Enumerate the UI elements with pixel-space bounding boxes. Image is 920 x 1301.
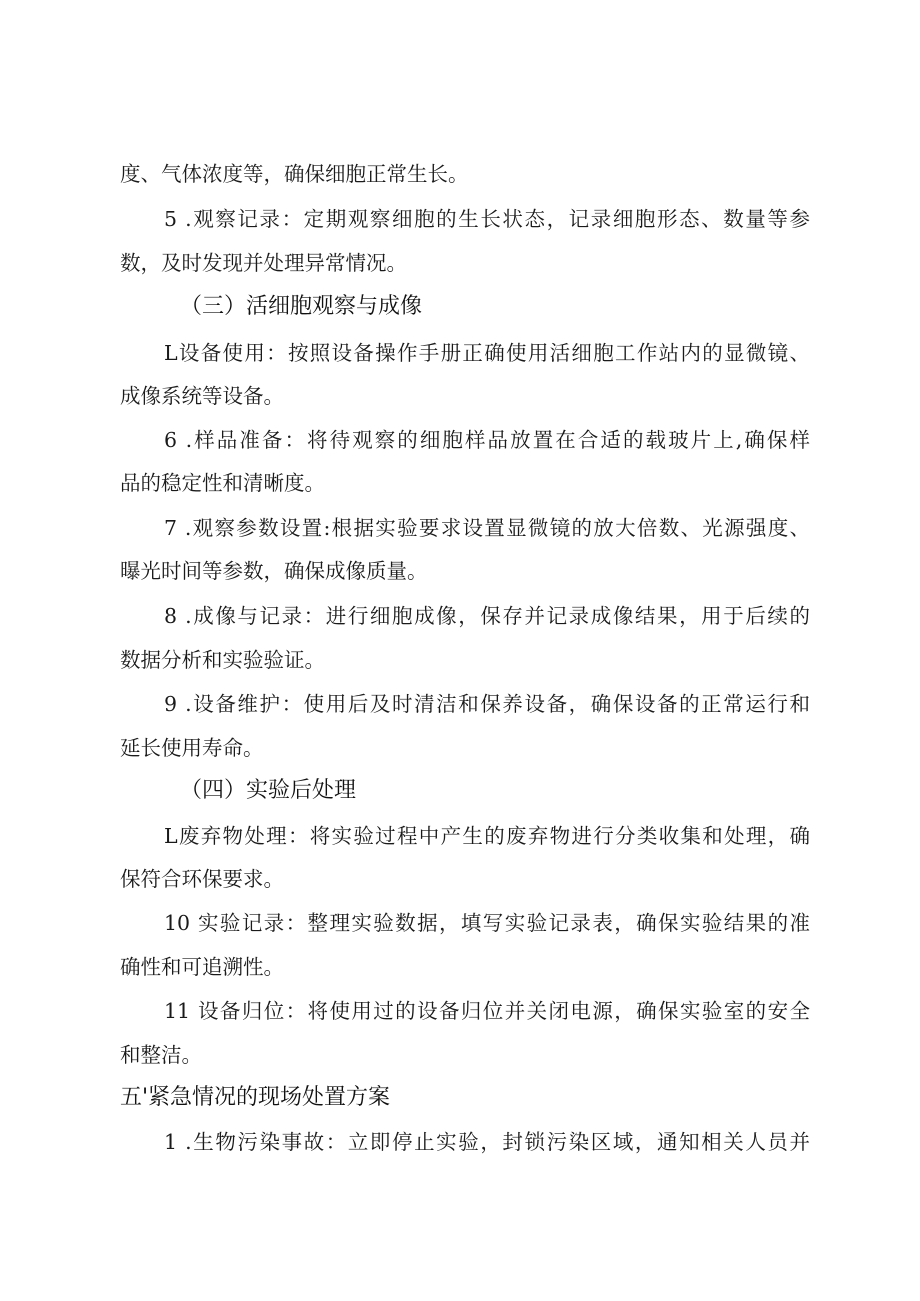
section-heading: （四）实验后处理 [180,778,357,803]
paragraph-line: 成像系统等设备。 [120,384,284,408]
paragraph-line: L废弃物处理：将实验过程中产生的废弃物进行分类收集和处理，确 [164,824,810,848]
paragraph-line: 度、气体浓度等，确保细胞正常生长。 [120,162,469,186]
section-heading: 五'紧急情况的现场处置方案 [120,1085,391,1110]
section-heading: （三）活细胞观察与成像 [180,294,423,319]
paragraph-line: 和整洁。 [120,1043,202,1067]
paragraph-line: 5 .观察记录：定期观察细胞的生长状态，记录细胞形态、数量等参 [164,207,810,231]
paragraph-line: 数，及时发现并处理异常情况。 [120,251,407,275]
paragraph-line: 曝光时间等参数，确保成像质量。 [120,559,428,583]
paragraph-line: 延长使用寿命。 [120,736,264,760]
paragraph-line: 11 设备归位：将使用过的设备归位并关闭电源，确保实验室的安全 [164,999,810,1023]
paragraph-line: L设备使用：按照设备操作手册正确使用活细胞工作站内的显微镜、 [164,341,810,365]
paragraph-line: 9 .设备维护：使用后及时清洁和保养设备，确保设备的正常运行和 [164,692,810,716]
paragraph-line: 6 .样品准备：将待观察的细胞样品放置在合适的载玻片上,确保样 [164,428,810,452]
paragraph-line: 品的稳定性和清晰度。 [120,471,325,495]
paragraph-line: 保符合环保要求。 [120,867,284,891]
paragraph-line: 确性和可追溯性。 [120,955,284,979]
paragraph-line: 数据分析和实验验证。 [120,648,325,672]
paragraph-line: 10 实验记录：整理实验数据，填写实验记录表，确保实验结果的准 [164,911,810,935]
paragraph-line: 7 .观察参数设置:根据实验要求设置显微镜的放大倍数、光源强度、 [164,516,810,540]
paragraph-line: 8 .成像与记录：进行细胞成像，保存并记录成像结果，用于后续的 [164,604,810,628]
paragraph-line: 1 .生物污染事故：立即停止实验，封锁污染区域，通知相关人员并 [164,1130,810,1154]
